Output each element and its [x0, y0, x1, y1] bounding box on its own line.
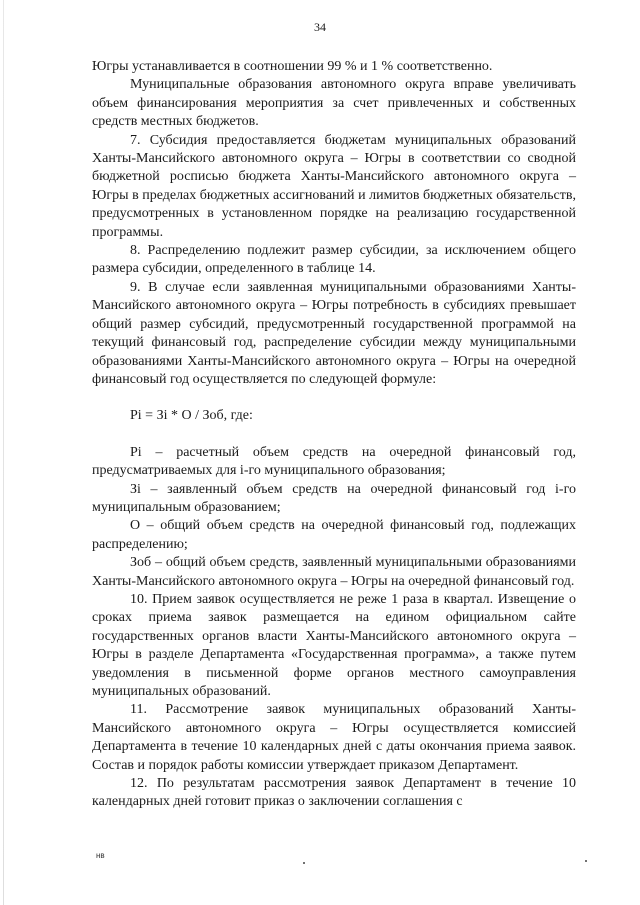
- paragraph-item-11: 11. Рассмотрение заявок муниципальных образований Ханты-Мансийского автономного округа – Югры осуществляется комиссией Департамента в течение 10 календарных дней с даты окончания приема заявок. Состав и порядок работы комиссии утверждает приказом Департамент.: [92, 702, 576, 773]
- definition-zi: Зi – заявленный объем средств на очередной финансовый год i-го муниципальным образованием;: [92, 481, 576, 515]
- definition-pi: Pi – расчетный объем средств на очередной финансовый год, предусматриваемых для i-го муниципального образования;: [92, 444, 576, 479]
- paragraph-item-8: 8. Распределению подлежит размер субсидии, за исключением общего размера субсидии, определенного в таблице 14.: [92, 243, 576, 277]
- paragraph-item-9: 9. В случае если заявленная муниципальными образованиями Ханты-Мансийского автономного округа – Югры потребность в субсидиях превышает общий размер субсидий, предусмотренный государственной программой на текущий финансовый год, распределение субсидии между муниципальными образованиями Ханты-Мансийского автономного округа – Югры на очередной финансовый год осуществляется по следующей формуле:: [92, 279, 576, 387]
- scan-speck: [303, 862, 305, 864]
- document-body: [92, 58, 576, 812]
- definition-o: О – общий объем средств на очередной финансовый год, подлежащих распределению;: [92, 518, 576, 552]
- paragraph-item-7: 7. Субсидия предоставляется бюджетам муниципальных образований Ханты-Мансийского автономного округа – Югры в соответствии со сводной бюджетной росписью бюджета Ханты-Мансийского автономного округа – Югры в пределах бюджетных ассигнований и лимитов бюджетных обязательств, предусмотренных в установленном порядке на реализацию государственной программы.: [92, 132, 576, 240]
- paragraph-item-12: 12. По результатам рассмотрения заявок Департамент в течение 10 календарных дней готовит приказ о заключении соглашения с: [92, 776, 576, 810]
- paragraph-item-10: 10. Прием заявок осуществляется не реже 1 раза в квартал. Извещение о сроках приема заявок размещается на едином официальном сайте государственных органов власти Ханты-Мансийского автономного округа – Югры в разделе Департамента «Государственная программа», а также путем уведомления в письменной форме органов местного самоуправления муниципальных образований.: [92, 591, 576, 699]
- scan-speck: [585, 860, 587, 862]
- definition-zob: Зоб – общий объем средств, заявленный муниципальными образованиями Ханты-Мансийского автономного округа – Югры на очередной финансовый год.: [92, 555, 576, 589]
- page-number: 34: [314, 20, 326, 34]
- formula-line: Pi = Зi * О / Зоб, где:: [130, 408, 253, 424]
- footer-code: нв: [96, 851, 105, 860]
- paragraph-municipal-financing: Муниципальные образования автономного округа вправе увеличивать объем финансирования мероприятия за счет привлеченных и собственных средств местных бюджетов.: [92, 77, 576, 130]
- paragraph-continuation: Югры устанавливается в соотношении 99 % и 1 % соответственно.: [92, 59, 493, 74]
- scan-edge-line: [3, 0, 4, 905]
